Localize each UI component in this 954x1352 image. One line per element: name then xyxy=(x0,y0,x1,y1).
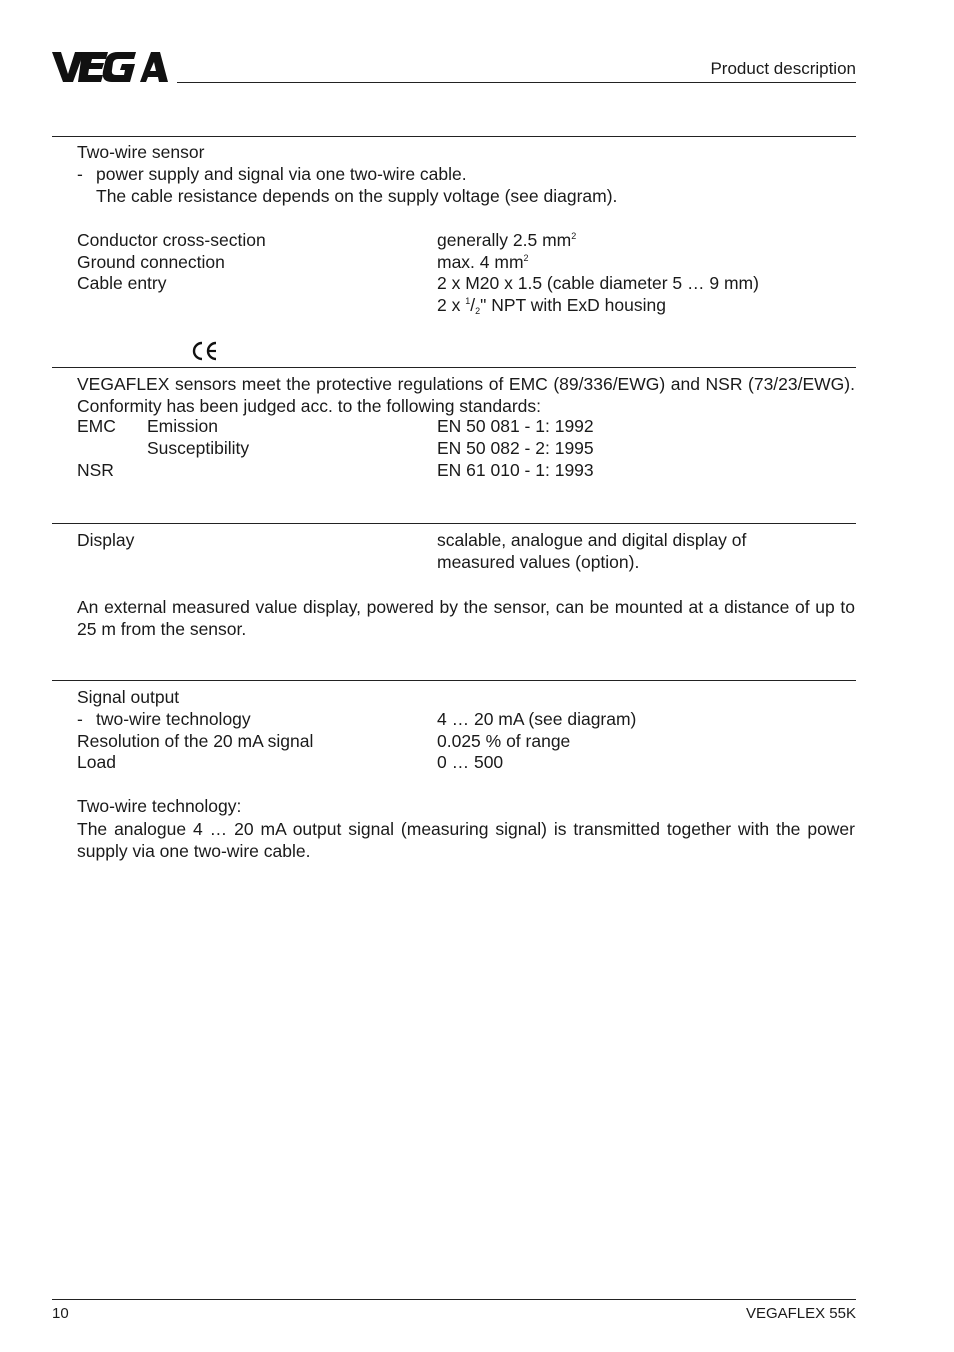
ce-paragraph: VEGAFLEX sensors meet the protective regulations of EMC (89/336/EWG) and NSR (73/23/EWG). Conformity has been judged acc. to the following standards: xyxy=(77,374,855,416)
resolution-label: Resolution of the 20 mA signal xyxy=(77,731,314,751)
nsr-standard: EN 61 010 - 1: 1993 xyxy=(437,460,594,480)
vega-logo-graphic xyxy=(52,50,168,84)
conductor-value xyxy=(437,230,576,251)
ce-mark-icon xyxy=(191,341,219,366)
section-divider xyxy=(52,136,856,137)
ground-value-sup: 2 xyxy=(523,253,529,263)
section-divider xyxy=(52,367,856,368)
npt-value xyxy=(437,295,666,316)
page-number: 10 xyxy=(52,1305,69,1322)
nsr-label: NSR xyxy=(77,460,114,480)
susceptibility-label: Susceptibility xyxy=(147,438,250,458)
two-wire-technology-paragraph: The analogue 4 … 20 mA output signal (measuring signal) is transmitted together with the power supply via one two-wire cable. xyxy=(77,819,855,861)
bullet-text: power supply and signal via one two-wire cable. xyxy=(96,164,467,184)
display-value-line2: measured values (option). xyxy=(437,552,640,572)
display-value-line1: scalable, analogue and digital display of xyxy=(437,530,747,550)
bullet-dash: - xyxy=(77,164,83,184)
npt-suffix: " NPT with ExD housing xyxy=(480,295,666,315)
cable-entry-value: 2 x M20 x 1.5 (cable diameter 5 … 9 mm) xyxy=(437,273,759,293)
signal-output-heading: Signal output xyxy=(77,687,180,707)
npt-slash: / xyxy=(470,295,476,315)
header-rule xyxy=(177,82,856,83)
bullet-continuation: The cable resistance depends on the supply voltage (see diagram). xyxy=(96,186,618,206)
conductor-value-sup: 2 xyxy=(571,231,577,241)
load-label: Load xyxy=(77,752,116,772)
two-wire-sensor-heading: Two-wire sensor xyxy=(77,142,205,162)
section-divider xyxy=(52,680,856,681)
two-wire-technology-heading: Two-wire technology: xyxy=(77,796,242,816)
ground-value xyxy=(437,252,529,273)
vega-logo xyxy=(52,50,168,89)
cable-entry-label: Cable entry xyxy=(77,273,167,293)
two-wire-dash: - xyxy=(77,709,83,729)
section-divider xyxy=(52,523,856,524)
two-wire-value: 4 … 20 mA (see diagram) xyxy=(437,709,637,729)
two-wire-label: two-wire technology xyxy=(96,709,251,729)
emc-label: EMC xyxy=(77,416,116,436)
emission-label: Emission xyxy=(147,416,218,436)
product-name: VEGAFLEX 55K xyxy=(745,1305,856,1322)
npt-num: 1 xyxy=(465,296,471,306)
npt-prefix: 2 x xyxy=(437,295,466,315)
footer-rule xyxy=(52,1299,856,1300)
load-value: 0 … 500 xyxy=(437,752,504,772)
display-paragraph: An external measured value display, powered by the sensor, can be mounted at a distance of up to 25 m from the sensor. xyxy=(77,597,855,639)
npt-den: 2 xyxy=(475,306,481,316)
ground-label: Ground connection xyxy=(77,252,225,272)
display-label: Display xyxy=(77,530,135,550)
section-title: Product description xyxy=(710,59,856,78)
conductor-value-text: generally 2.5 mm xyxy=(437,230,572,250)
ce-mark-graphic xyxy=(191,341,219,361)
conductor-label: Conductor cross-section xyxy=(77,230,266,250)
ground-value-text: max. 4 mm xyxy=(437,252,524,272)
emission-standard: EN 50 081 - 1: 1992 xyxy=(437,416,594,436)
susceptibility-standard: EN 50 082 - 2: 1995 xyxy=(437,438,594,458)
resolution-value: 0.025 % of range xyxy=(437,731,571,751)
